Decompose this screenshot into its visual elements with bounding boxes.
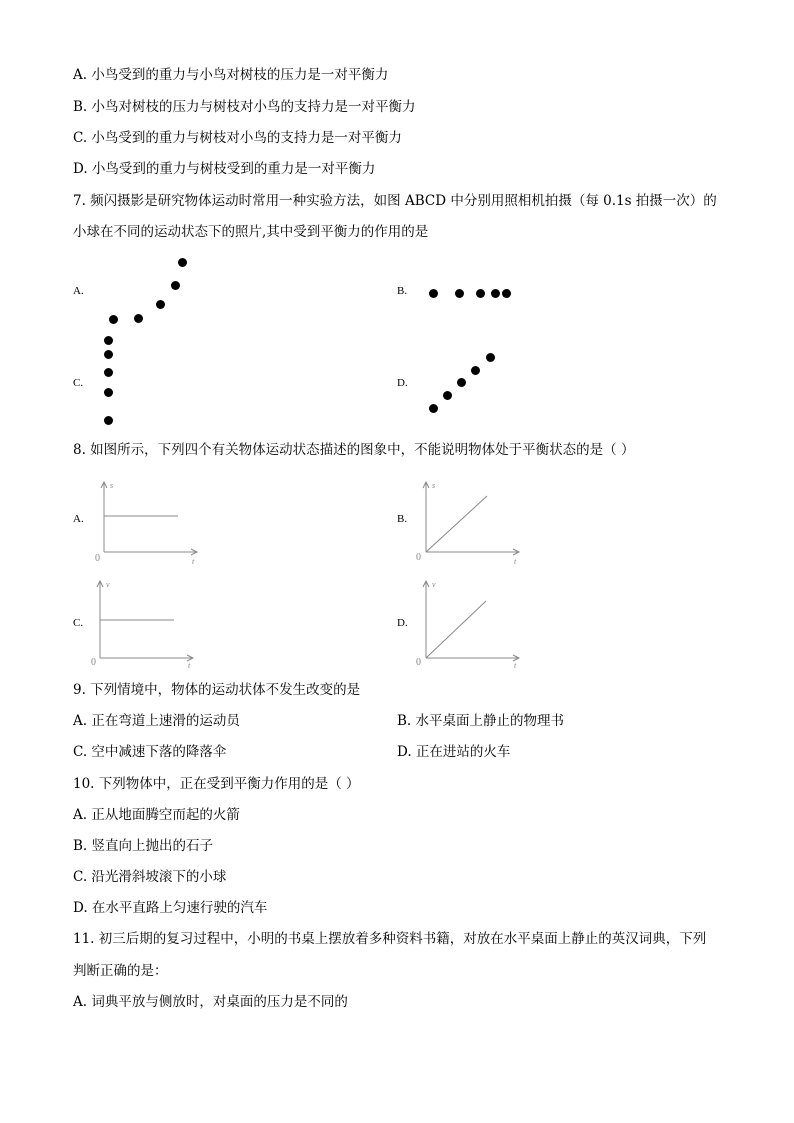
q8-graph-a <box>92 478 202 568</box>
q7-c-dot <box>104 416 113 425</box>
q8-label-a: A. <box>73 513 84 525</box>
q7-d-dot <box>443 391 452 400</box>
q6-option-d: D. 小鸟受到的重力与树枝受到的重力是一对平衡力 <box>73 161 376 177</box>
q6-option-b: B. 小鸟对树枝的压力与树枝对小鸟的支持力是一对平衡力 <box>73 99 416 115</box>
origin-label: 0 <box>95 553 100 564</box>
q7-a-dot <box>178 258 187 267</box>
q11-stem-line1: 11. 初三后期的复习过程中，小明的书桌上摆放着多种资料书籍，对放在水平桌面上静止的英汉词典，下列 <box>73 931 707 947</box>
q9-stem: 9. 下列情境中，物体的运动状体不发生改变的是 <box>73 682 361 698</box>
q6-option-c: C. 小鸟受到的重力与树枝对小鸟的支持力是一对平衡力 <box>73 130 402 146</box>
q7-d-dot <box>471 366 480 375</box>
q8-graph-b <box>416 478 526 568</box>
q10-option-c: C. 沿光滑斜坡滚下的小球 <box>73 869 227 885</box>
q7-b-dot <box>476 289 485 298</box>
origin-label: 0 <box>416 552 421 563</box>
q7-b-dot <box>429 289 438 298</box>
q8-label-c: C. <box>73 617 84 629</box>
y-axis-label: v <box>106 580 110 589</box>
q7-d-dot <box>457 378 466 387</box>
q8-graph-d <box>416 578 526 670</box>
q10-option-b: B. 竖直向上抛出的石子 <box>73 838 214 854</box>
q7-d-dot <box>486 353 495 362</box>
q7-d-dot <box>429 404 438 413</box>
q7-a-dot <box>171 281 180 290</box>
q8-label-b: B. <box>397 513 408 525</box>
q7-b-dot <box>502 289 511 298</box>
y-axis-label: s <box>432 481 436 490</box>
y-axis-label: s <box>110 481 114 490</box>
q7-stem-line2: 小球在不同的运动状态下的照片,其中受到平衡力的作用的是 <box>73 224 429 240</box>
q8-stem: 8. 如图所示，下列四个有关物体运动状态描述的图象中，不能说明物体处于平衡状态的是（ ） <box>73 442 635 458</box>
q7-label-b: B. <box>397 285 408 297</box>
q10-stem: 10. 下列物体中，正在受到平衡力作用的是（ ） <box>73 776 360 792</box>
x-axis-label: t <box>514 661 517 670</box>
plot-line <box>426 496 487 552</box>
plot-line <box>426 601 486 658</box>
x-axis-label: t <box>188 661 191 670</box>
origin-label: 0 <box>416 657 421 668</box>
q7-c-dot <box>104 336 113 345</box>
q11-option-a: A. 词典平放与侧放时，对桌面的压力是不同的 <box>73 994 348 1010</box>
q11-stem-line2: 判断正确的是： <box>73 963 168 979</box>
q9-option-c: C. 空中减速下落的降落伞 <box>73 744 227 760</box>
q7-label-c: C. <box>73 377 84 389</box>
q9-option-a: A. 正在弯道上速滑的运动员 <box>73 713 240 729</box>
q9-option-b: B. 水平桌面上静止的物理书 <box>397 713 565 729</box>
q7-b-dot <box>491 289 500 298</box>
x-axis-label: t <box>514 557 517 566</box>
q7-label-d: D. <box>397 377 408 389</box>
x-axis-label: t <box>192 557 195 566</box>
q10-option-d: D. 在水平直路上匀速行驶的汽车 <box>73 900 268 916</box>
q7-stem-line1: 7. 频闪摄影是研究物体运动时常用一种实验方法，如图 ABCD 中分别用照相机拍摄（每 0.1s 拍摄一次）的 <box>73 193 717 209</box>
q7-a-dot <box>156 300 165 309</box>
origin-label: 0 <box>91 657 96 668</box>
q10-option-a: A. 正从地面腾空而起的火箭 <box>73 807 240 823</box>
q7-label-a: A. <box>73 285 84 297</box>
y-axis-label: v <box>432 580 436 589</box>
q6-option-a: A. 小鸟受到的重力与小鸟对树枝的压力是一对平衡力 <box>73 67 389 83</box>
q7-a-dot <box>109 315 118 324</box>
q7-c-dot <box>104 368 113 377</box>
q7-a-dot <box>134 314 143 323</box>
q7-b-dot <box>455 289 464 298</box>
q8-label-d: D. <box>397 617 408 629</box>
q8-graph-c <box>90 578 200 670</box>
q7-c-dot <box>104 388 113 397</box>
q7-c-dot <box>104 350 113 359</box>
q9-option-d: D. 正在进站的火车 <box>397 744 511 760</box>
